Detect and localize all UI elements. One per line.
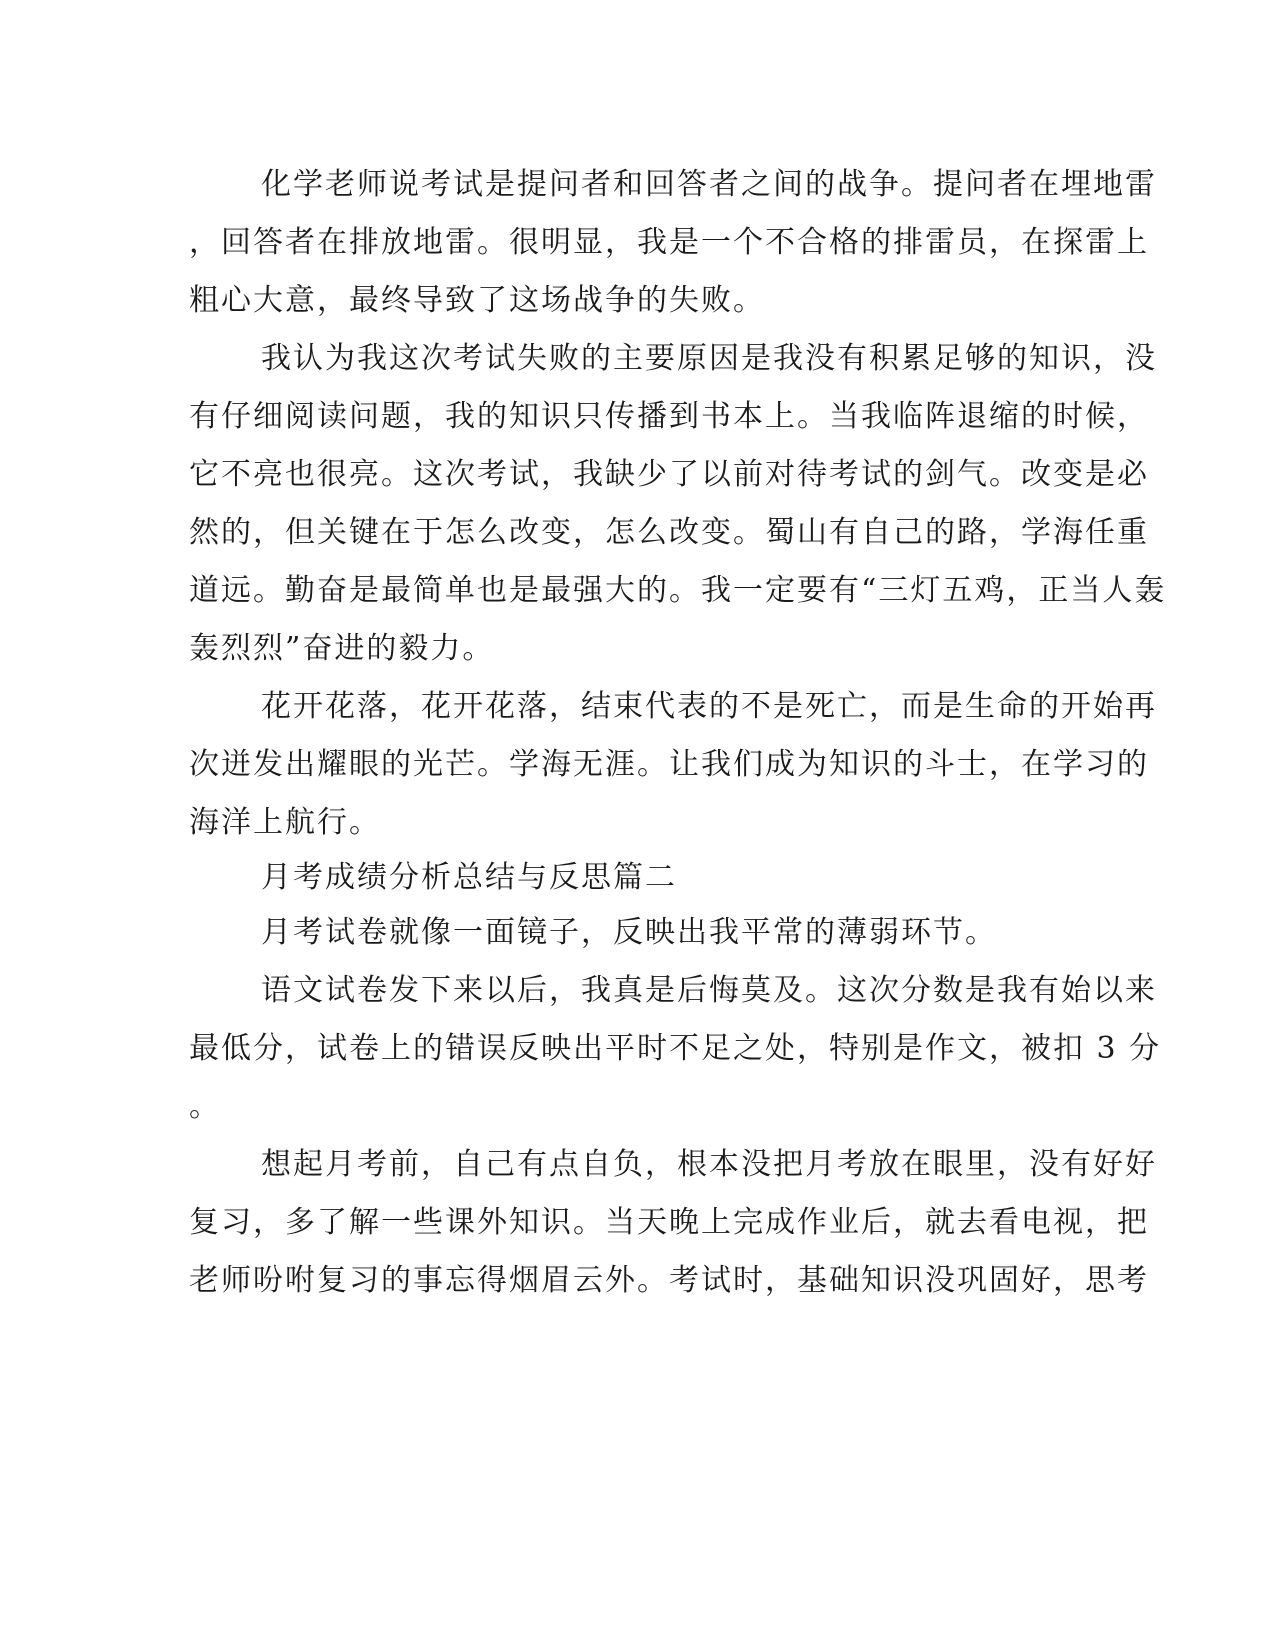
paragraph-line: 化学老师说考试是提问者和回答者之间的战争。提问者在埋地雷 xyxy=(261,167,1157,202)
paragraph-line: 花开花落，花开花落，结束代表的不是死亡，而是生命的开始再 xyxy=(261,689,1157,724)
paragraph-line: 次迸发出耀眼的光芒。学海无涯。让我们成为知识的斗士，在学习的 xyxy=(189,747,1149,782)
paragraph-line: 语文试卷发下来以后，我真是后悔莫及。这次分数是我有始以来 xyxy=(261,973,1157,1008)
paragraph-line: 道远。勤奋是最简单也是最强大的。我一定要有“三灯五鸡，正当人轰 xyxy=(189,573,1167,608)
paragraph-line: ，回答者在排放地雷。很明显，我是一个不合格的排雷员，在探雷上 xyxy=(189,225,1149,260)
paragraph-line: 。 xyxy=(189,1089,221,1124)
paragraph-line: 它不亮也很亮。这次考试，我缺少了以前对待考试的剑气。改变是必 xyxy=(189,457,1149,492)
paragraph-line: 月考试卷就像一面镜子，反映出我平常的薄弱环节。 xyxy=(261,915,997,950)
section-heading: 月考成绩分析总结与反思篇二 xyxy=(261,860,677,895)
paragraph-line: 最低分，试卷上的错误反映出平时不足之处，特别是作文，被扣 3 分 xyxy=(189,1031,1162,1066)
paragraph-line: 老师吩咐复习的事忘得烟眉云外。考试时，基础知识没巩固好，思考 xyxy=(189,1263,1149,1298)
paragraph-line: 我认为我这次考试失败的主要原因是我没有积累足够的知识，没 xyxy=(261,341,1157,376)
paragraph-line: 粗心大意，最终导致了这场战争的失败。 xyxy=(189,283,765,318)
paragraph-line: 复习，多了解一些课外知识。当天晚上完成作业后，就去看电视，把 xyxy=(189,1205,1149,1240)
paragraph-line: 海洋上航行。 xyxy=(189,805,381,840)
paragraph-line: 轰烈烈”奋进的毅力。 xyxy=(189,631,495,666)
paragraph-line: 有仔细阅读问题，我的知识只传播到书本上。当我临阵退缩的时候， xyxy=(189,399,1149,434)
paragraph-line: 想起月考前，自己有点自负，根本没把月考放在眼里，没有好好 xyxy=(261,1147,1157,1182)
paragraph-line: 然的，但关键在于怎么改变，怎么改变。蜀山有自己的路，学海任重 xyxy=(189,515,1149,550)
